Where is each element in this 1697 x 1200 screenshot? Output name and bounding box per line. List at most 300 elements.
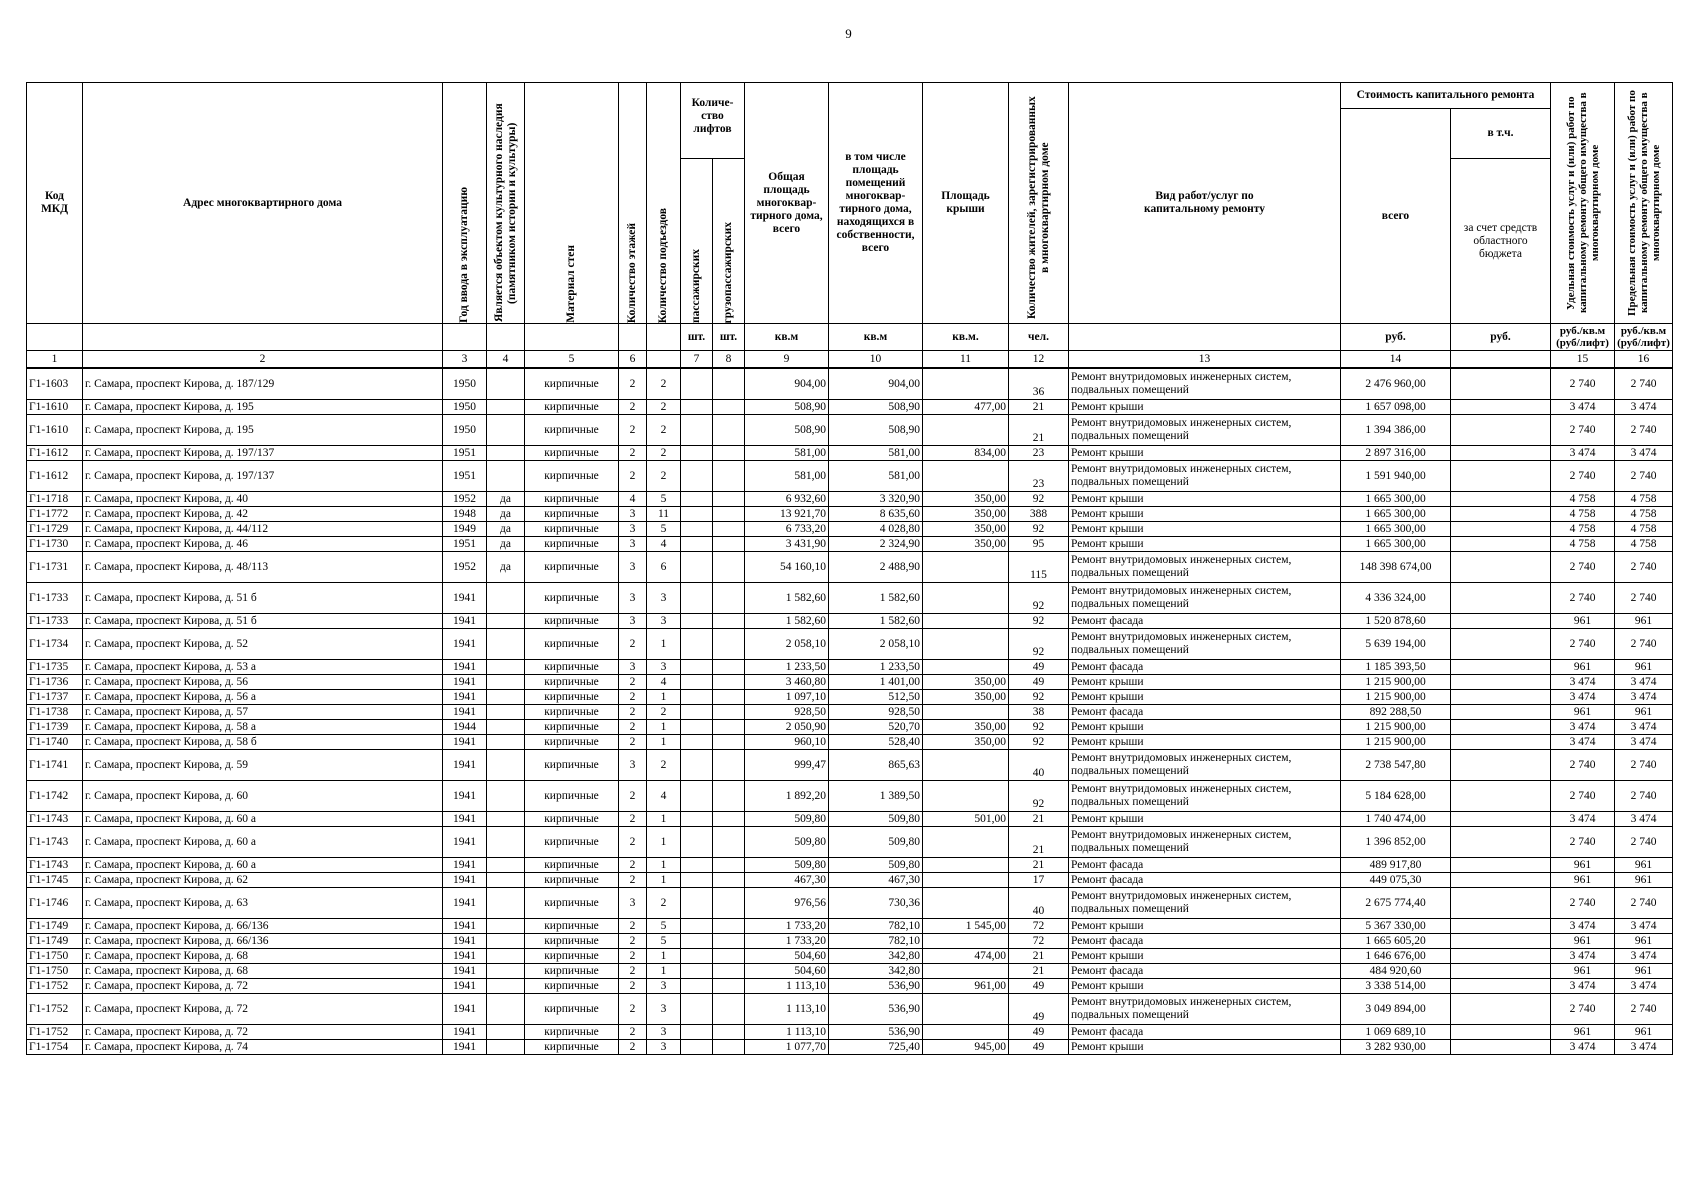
- cell-floors: 3: [619, 750, 647, 781]
- cell-owned-area: 2 324,90: [829, 537, 923, 552]
- cell-code: Г1-1612: [27, 461, 83, 492]
- header-cost: Стоимость капитального ремонта: [1341, 83, 1551, 109]
- cell-owned-area: 342,80: [829, 964, 923, 979]
- cell-address: г. Самара, проспект Кирова, д. 56 а: [83, 690, 443, 705]
- cell-work-type: Ремонт фасада: [1069, 705, 1341, 720]
- cell-cost-total: 2 476 960,00: [1341, 368, 1451, 400]
- cell-limit-cost: 3 474: [1615, 949, 1673, 964]
- cell-floors: 3: [619, 507, 647, 522]
- cell-work-type: Ремонт крыши: [1069, 507, 1341, 522]
- cell-year: 1941: [443, 614, 487, 629]
- cell-cost-total: 449 075,30: [1341, 873, 1451, 888]
- cell-address: г. Самара, проспект Кирова, д. 42: [83, 507, 443, 522]
- cell-floors: 2: [619, 812, 647, 827]
- cell-roof-area: [923, 660, 1009, 675]
- header-floors: Количество этажей: [619, 83, 647, 324]
- cell-roof-area: 350,00: [923, 507, 1009, 522]
- cell-entrances: 1: [647, 858, 681, 873]
- cell-residents: 21: [1009, 827, 1069, 858]
- cell-heritage: [487, 934, 525, 949]
- cell-walls: кирпичные: [525, 827, 619, 858]
- cell-work-type: Ремонт крыши: [1069, 949, 1341, 964]
- cell-total-area: 3 431,90: [745, 537, 829, 552]
- cell-cost-total: 489 917,80: [1341, 858, 1451, 873]
- cell-code: Г1-1733: [27, 614, 83, 629]
- cell-year: 1941: [443, 827, 487, 858]
- cell-entrances: 2: [647, 415, 681, 446]
- cell-lifts-pass: [681, 415, 713, 446]
- unit-rub-sqm: руб./кв.м (руб/лифт): [1615, 324, 1673, 351]
- table-row: [27, 919, 1673, 934]
- cell-address: г. Самара, проспект Кирова, д. 58 а: [83, 720, 443, 735]
- cell-cost-regional: [1451, 994, 1551, 1025]
- cell-lifts-pass: [681, 446, 713, 461]
- cell-cost-total: 5 184 628,00: [1341, 781, 1451, 812]
- cell-total-area: 2 050,90: [745, 720, 829, 735]
- cell-code: Г1-1750: [27, 949, 83, 964]
- cell-lifts-cargo: [713, 537, 745, 552]
- cell-total-area: 1 733,20: [745, 919, 829, 934]
- cell-cost-total: 1 665 300,00: [1341, 492, 1451, 507]
- cell-code: Г1-1745: [27, 873, 83, 888]
- cell-address: г. Самара, проспект Кирова, д. 62: [83, 873, 443, 888]
- column-number: [1451, 351, 1551, 369]
- cell-walls: кирпичные: [525, 614, 619, 629]
- cell-heritage: [487, 705, 525, 720]
- cell-work-type: Ремонт фасада: [1069, 964, 1341, 979]
- cell-cost-regional: [1451, 660, 1551, 675]
- cell-lifts-pass: [681, 660, 713, 675]
- cell-lifts-cargo: [713, 507, 745, 522]
- cell-heritage: [487, 1040, 525, 1055]
- cell-cost-regional: [1451, 781, 1551, 812]
- cell-lifts-pass: [681, 507, 713, 522]
- cell-lifts-pass: [681, 1040, 713, 1055]
- cell-lifts-cargo: [713, 461, 745, 492]
- cell-address: г. Самара, проспект Кирова, д. 68: [83, 949, 443, 964]
- column-number: 10: [829, 351, 923, 369]
- cell-work-type: Ремонт крыши: [1069, 400, 1341, 415]
- cell-heritage: [487, 1025, 525, 1040]
- cell-cost-total: 1 665 605,20: [1341, 934, 1451, 949]
- cell-work-type: Ремонт внутридомовых инженерных систем, подвальных помещений: [1069, 781, 1341, 812]
- cell-code: Г1-1737: [27, 690, 83, 705]
- cell-heritage: [487, 994, 525, 1025]
- cell-unit-cost: 3 474: [1551, 400, 1615, 415]
- cell-limit-cost: 3 474: [1615, 400, 1673, 415]
- cell-lifts-pass: [681, 750, 713, 781]
- cell-residents: 40: [1009, 888, 1069, 919]
- cell-address: г. Самара, проспект Кирова, д. 72: [83, 1025, 443, 1040]
- cell-roof-area: [923, 858, 1009, 873]
- table-row: [27, 812, 1673, 827]
- cell-floors: 2: [619, 1025, 647, 1040]
- column-number: 3: [443, 351, 487, 369]
- cell-floors: 2: [619, 949, 647, 964]
- cell-total-area: 976,56: [745, 888, 829, 919]
- cell-heritage: да: [487, 492, 525, 507]
- cell-entrances: 3: [647, 1025, 681, 1040]
- unit-pcs: шт.: [681, 324, 713, 351]
- cell-cost-total: 1 215 900,00: [1341, 720, 1451, 735]
- cell-cost-regional: [1451, 368, 1551, 400]
- cell-code: Г1-1733: [27, 583, 83, 614]
- cell-limit-cost: 2 740: [1615, 888, 1673, 919]
- cell-code: Г1-1612: [27, 446, 83, 461]
- cell-total-area: 1 113,10: [745, 1025, 829, 1040]
- cell-limit-cost: 961: [1615, 858, 1673, 873]
- cell-cost-total: 1 396 852,00: [1341, 827, 1451, 858]
- header-address: Адрес многоквартирного дома: [83, 83, 443, 324]
- cell-residents: 72: [1009, 934, 1069, 949]
- cell-lifts-cargo: [713, 934, 745, 949]
- cell-limit-cost: 3 474: [1615, 446, 1673, 461]
- column-number: 7: [681, 351, 713, 369]
- cell-lifts-cargo: [713, 705, 745, 720]
- cell-walls: кирпичные: [525, 552, 619, 583]
- cell-entrances: 1: [647, 827, 681, 858]
- cell-unit-cost: 3 474: [1551, 812, 1615, 827]
- cell-residents: 92: [1009, 522, 1069, 537]
- cell-address: г. Самара, проспект Кирова, д. 44/112: [83, 522, 443, 537]
- cell-walls: кирпичные: [525, 888, 619, 919]
- cell-walls: кирпичные: [525, 446, 619, 461]
- cell-year: 1941: [443, 1025, 487, 1040]
- cell-work-type: Ремонт крыши: [1069, 735, 1341, 750]
- table-row: [27, 400, 1673, 415]
- cell-walls: кирпичные: [525, 629, 619, 660]
- cell-roof-area: [923, 415, 1009, 446]
- cell-walls: кирпичные: [525, 461, 619, 492]
- header-roof-area: Площадь крыши: [923, 83, 1009, 324]
- cell-lifts-pass: [681, 827, 713, 858]
- cell-code: Г1-1743: [27, 812, 83, 827]
- cell-year: 1951: [443, 446, 487, 461]
- cell-address: г. Самара, проспект Кирова, д. 66/136: [83, 934, 443, 949]
- cell-walls: кирпичные: [525, 415, 619, 446]
- table-row: [27, 446, 1673, 461]
- table-row: [27, 781, 1673, 812]
- cell-work-type: Ремонт фасада: [1069, 858, 1341, 873]
- cell-lifts-cargo: [713, 690, 745, 705]
- cell-floors: 2: [619, 368, 647, 400]
- cell-cost-regional: [1451, 446, 1551, 461]
- table-row: [27, 552, 1673, 583]
- cell-floors: 2: [619, 720, 647, 735]
- header-unit-cost: Удельная стоимость услуг и (или) работ по капитальному ремонту общего имущества в многоквартирном доме: [1551, 83, 1615, 324]
- cell-heritage: [487, 690, 525, 705]
- cell-owned-area: 508,90: [829, 400, 923, 415]
- cell-roof-area: [923, 583, 1009, 614]
- table-row: [27, 415, 1673, 446]
- cell-address: г. Самара, проспект Кирова, д. 72: [83, 994, 443, 1025]
- cell-owned-area: 581,00: [829, 446, 923, 461]
- cell-roof-area: 350,00: [923, 522, 1009, 537]
- cell-floors: 2: [619, 994, 647, 1025]
- cell-walls: кирпичные: [525, 873, 619, 888]
- cell-year: 1941: [443, 979, 487, 994]
- cell-total-area: 504,60: [745, 949, 829, 964]
- cell-year: 1941: [443, 660, 487, 675]
- cell-residents: 49: [1009, 660, 1069, 675]
- table-row: [27, 949, 1673, 964]
- cell-residents: 21: [1009, 415, 1069, 446]
- cell-total-area: 1 582,60: [745, 583, 829, 614]
- cell-lifts-cargo: [713, 994, 745, 1025]
- cell-entrances: 1: [647, 735, 681, 750]
- cell-limit-cost: 2 740: [1615, 552, 1673, 583]
- cell-address: г. Самара, проспект Кирова, д. 51 б: [83, 614, 443, 629]
- cell-code: Г1-1752: [27, 1025, 83, 1040]
- column-number: 15: [1551, 351, 1615, 369]
- cell-roof-area: 350,00: [923, 675, 1009, 690]
- cell-limit-cost: 961: [1615, 873, 1673, 888]
- cell-address: г. Самара, проспект Кирова, д. 72: [83, 979, 443, 994]
- cell-total-area: 509,80: [745, 858, 829, 873]
- column-number: 8: [713, 351, 745, 369]
- cell-entrances: 2: [647, 888, 681, 919]
- cell-limit-cost: 3 474: [1615, 735, 1673, 750]
- cell-roof-area: [923, 368, 1009, 400]
- cell-cost-regional: [1451, 964, 1551, 979]
- table-row: [27, 735, 1673, 750]
- cell-lifts-pass: [681, 873, 713, 888]
- cell-unit-cost: 2 740: [1551, 827, 1615, 858]
- cell-roof-area: 350,00: [923, 735, 1009, 750]
- cell-unit-cost: 4 758: [1551, 522, 1615, 537]
- table-row: [27, 979, 1673, 994]
- cell-work-type: Ремонт внутридомовых инженерных систем, подвальных помещений: [1069, 552, 1341, 583]
- cell-limit-cost: 3 474: [1615, 720, 1673, 735]
- cell-walls: кирпичные: [525, 583, 619, 614]
- cell-cost-total: 4 336 324,00: [1341, 583, 1451, 614]
- cell-year: 1950: [443, 368, 487, 400]
- cell-roof-area: [923, 873, 1009, 888]
- cell-heritage: [487, 629, 525, 660]
- cell-roof-area: 961,00: [923, 979, 1009, 994]
- table-row: [27, 660, 1673, 675]
- cell-cost-regional: [1451, 507, 1551, 522]
- cell-unit-cost: 2 740: [1551, 750, 1615, 781]
- cell-floors: 3: [619, 888, 647, 919]
- cell-address: г. Самара, проспект Кирова, д. 68: [83, 964, 443, 979]
- cell-floors: 2: [619, 415, 647, 446]
- table-row: [27, 888, 1673, 919]
- cell-floors: 3: [619, 537, 647, 552]
- unit-sqm: кв.м: [829, 324, 923, 351]
- cell-floors: 2: [619, 964, 647, 979]
- cell-residents: 49: [1009, 1040, 1069, 1055]
- cell-cost-total: 3 049 894,00: [1341, 994, 1451, 1025]
- cell-total-area: 1 233,50: [745, 660, 829, 675]
- cell-roof-area: 350,00: [923, 720, 1009, 735]
- cell-cost-regional: [1451, 949, 1551, 964]
- cell-work-type: Ремонт крыши: [1069, 812, 1341, 827]
- cell-owned-area: 509,80: [829, 858, 923, 873]
- cell-entrances: 1: [647, 720, 681, 735]
- cell-lifts-pass: [681, 781, 713, 812]
- cell-lifts-cargo: [713, 583, 745, 614]
- cell-code: Г1-1743: [27, 827, 83, 858]
- cell-owned-area: 508,90: [829, 415, 923, 446]
- cell-code: Г1-1740: [27, 735, 83, 750]
- column-number: 14: [1341, 351, 1451, 369]
- table-row: [27, 705, 1673, 720]
- cell-limit-cost: 3 474: [1615, 919, 1673, 934]
- cell-cost-total: 892 288,50: [1341, 705, 1451, 720]
- cell-lifts-pass: [681, 812, 713, 827]
- cell-entrances: 3: [647, 994, 681, 1025]
- cell-residents: 17: [1009, 873, 1069, 888]
- header-cost-incl: в т.ч.: [1451, 109, 1551, 159]
- cell-cost-regional: [1451, 979, 1551, 994]
- cell-cost-total: 1 740 474,00: [1341, 812, 1451, 827]
- column-number: 16: [1615, 351, 1673, 369]
- cell-cost-total: 2 675 774,40: [1341, 888, 1451, 919]
- cell-floors: 3: [619, 522, 647, 537]
- table-row: [27, 368, 1673, 400]
- cell-code: Г1-1610: [27, 415, 83, 446]
- cell-lifts-cargo: [713, 522, 745, 537]
- cell-total-area: 928,50: [745, 705, 829, 720]
- cell-lifts-pass: [681, 614, 713, 629]
- cell-owned-area: 509,80: [829, 827, 923, 858]
- cell-year: 1941: [443, 690, 487, 705]
- cell-lifts-cargo: [713, 949, 745, 964]
- cell-unit-cost: 4 758: [1551, 537, 1615, 552]
- cell-work-type: Ремонт фасада: [1069, 660, 1341, 675]
- cell-entrances: 6: [647, 552, 681, 583]
- cell-total-area: 1 097,10: [745, 690, 829, 705]
- header-total-area: Общая площадь многоквар-тирного дома, всего: [745, 83, 829, 324]
- cell-roof-area: 834,00: [923, 446, 1009, 461]
- cell-cost-total: 1 215 900,00: [1341, 675, 1451, 690]
- cell-work-type: Ремонт крыши: [1069, 492, 1341, 507]
- unit-rub: руб.: [1451, 324, 1551, 351]
- cell-cost-regional: [1451, 629, 1551, 660]
- cell-unit-cost: 2 740: [1551, 368, 1615, 400]
- cell-work-type: Ремонт крыши: [1069, 979, 1341, 994]
- unit-sqm: кв.м: [745, 324, 829, 351]
- cell-unit-cost: 961: [1551, 964, 1615, 979]
- cell-lifts-pass: [681, 949, 713, 964]
- cell-work-type: Ремонт крыши: [1069, 720, 1341, 735]
- cell-cost-total: 1 665 300,00: [1341, 537, 1451, 552]
- cell-cost-total: 1 394 386,00: [1341, 415, 1451, 446]
- cell-code: Г1-1743: [27, 858, 83, 873]
- cell-year: 1941: [443, 781, 487, 812]
- cell-residents: 49: [1009, 994, 1069, 1025]
- cell-cost-regional: [1451, 537, 1551, 552]
- unit-rub-sqm: руб./кв.м (руб/лифт): [1551, 324, 1615, 351]
- cell-total-area: 504,60: [745, 964, 829, 979]
- cell-address: г. Самара, проспект Кирова, д. 46: [83, 537, 443, 552]
- cell-total-area: 508,90: [745, 400, 829, 415]
- cell-entrances: 1: [647, 949, 681, 964]
- cell-roof-area: [923, 705, 1009, 720]
- cell-unit-cost: 961: [1551, 705, 1615, 720]
- table-row: [27, 827, 1673, 858]
- table-body: [27, 368, 1673, 1055]
- cell-owned-area: 528,40: [829, 735, 923, 750]
- header-cost-total: всего: [1341, 109, 1451, 324]
- unit-sqm: кв.м.: [923, 324, 1009, 351]
- cell-total-area: 1 892,20: [745, 781, 829, 812]
- cell-year: 1941: [443, 994, 487, 1025]
- cell-unit-cost: 3 474: [1551, 949, 1615, 964]
- cell-total-area: 960,10: [745, 735, 829, 750]
- cell-address: г. Самара, проспект Кирова, д. 74: [83, 1040, 443, 1055]
- cell-entrances: 5: [647, 522, 681, 537]
- cell-cost-regional: [1451, 1025, 1551, 1040]
- cell-walls: кирпичные: [525, 537, 619, 552]
- table-row: [27, 614, 1673, 629]
- cell-owned-area: 904,00: [829, 368, 923, 400]
- cell-entrances: 2: [647, 400, 681, 415]
- cell-lifts-pass: [681, 888, 713, 919]
- cell-entrances: 4: [647, 675, 681, 690]
- cell-owned-area: 1 389,50: [829, 781, 923, 812]
- cell-lifts-cargo: [713, 400, 745, 415]
- cell-walls: кирпичные: [525, 1025, 619, 1040]
- cell-walls: кирпичные: [525, 400, 619, 415]
- cell-cost-regional: [1451, 873, 1551, 888]
- cell-total-area: 508,90: [745, 415, 829, 446]
- cell-unit-cost: 3 474: [1551, 1040, 1615, 1055]
- cell-address: г. Самара, проспект Кирова, д. 187/129: [83, 368, 443, 400]
- cell-lifts-pass: [681, 368, 713, 400]
- cell-floors: 2: [619, 690, 647, 705]
- header-work-type: Вид работ/услуг по капитальному ремонту: [1069, 83, 1341, 324]
- cell-work-type: Ремонт фасада: [1069, 614, 1341, 629]
- cell-walls: кирпичные: [525, 934, 619, 949]
- cell-year: 1941: [443, 812, 487, 827]
- cell-total-area: 999,47: [745, 750, 829, 781]
- cell-unit-cost: 2 740: [1551, 461, 1615, 492]
- cell-walls: кирпичные: [525, 919, 619, 934]
- cell-heritage: [487, 812, 525, 827]
- cell-cost-regional: [1451, 522, 1551, 537]
- cell-limit-cost: 4 758: [1615, 507, 1673, 522]
- cell-heritage: [487, 446, 525, 461]
- cell-code: Г1-1735: [27, 660, 83, 675]
- cell-cost-regional: [1451, 690, 1551, 705]
- cell-lifts-cargo: [713, 552, 745, 583]
- cell-total-area: 6 932,60: [745, 492, 829, 507]
- header-limit-cost: Предельная стоимость услуг и (или) работ по капитальному ремонту общего имущества в многоквартирном доме: [1615, 83, 1673, 324]
- cell-heritage: [487, 858, 525, 873]
- cell-year: 1952: [443, 552, 487, 583]
- cell-total-area: 1 077,70: [745, 1040, 829, 1055]
- cell-cost-total: 1 646 676,00: [1341, 949, 1451, 964]
- cell-lifts-cargo: [713, 888, 745, 919]
- cell-owned-area: 467,30: [829, 873, 923, 888]
- table-row: [27, 964, 1673, 979]
- cell-heritage: [487, 827, 525, 858]
- cell-year: 1952: [443, 492, 487, 507]
- cell-year: 1944: [443, 720, 487, 735]
- cell-limit-cost: 2 740: [1615, 583, 1673, 614]
- cell-unit-cost: 3 474: [1551, 720, 1615, 735]
- cell-limit-cost: 2 740: [1615, 629, 1673, 660]
- column-number: 2: [83, 351, 443, 369]
- cell-work-type: Ремонт внутридомовых инженерных систем, подвальных помещений: [1069, 583, 1341, 614]
- cell-floors: 2: [619, 934, 647, 949]
- cell-address: г. Самара, проспект Кирова, д. 195: [83, 400, 443, 415]
- unit-pcs: шт.: [713, 324, 745, 351]
- cell-heritage: [487, 720, 525, 735]
- cell-total-area: 1 113,10: [745, 994, 829, 1025]
